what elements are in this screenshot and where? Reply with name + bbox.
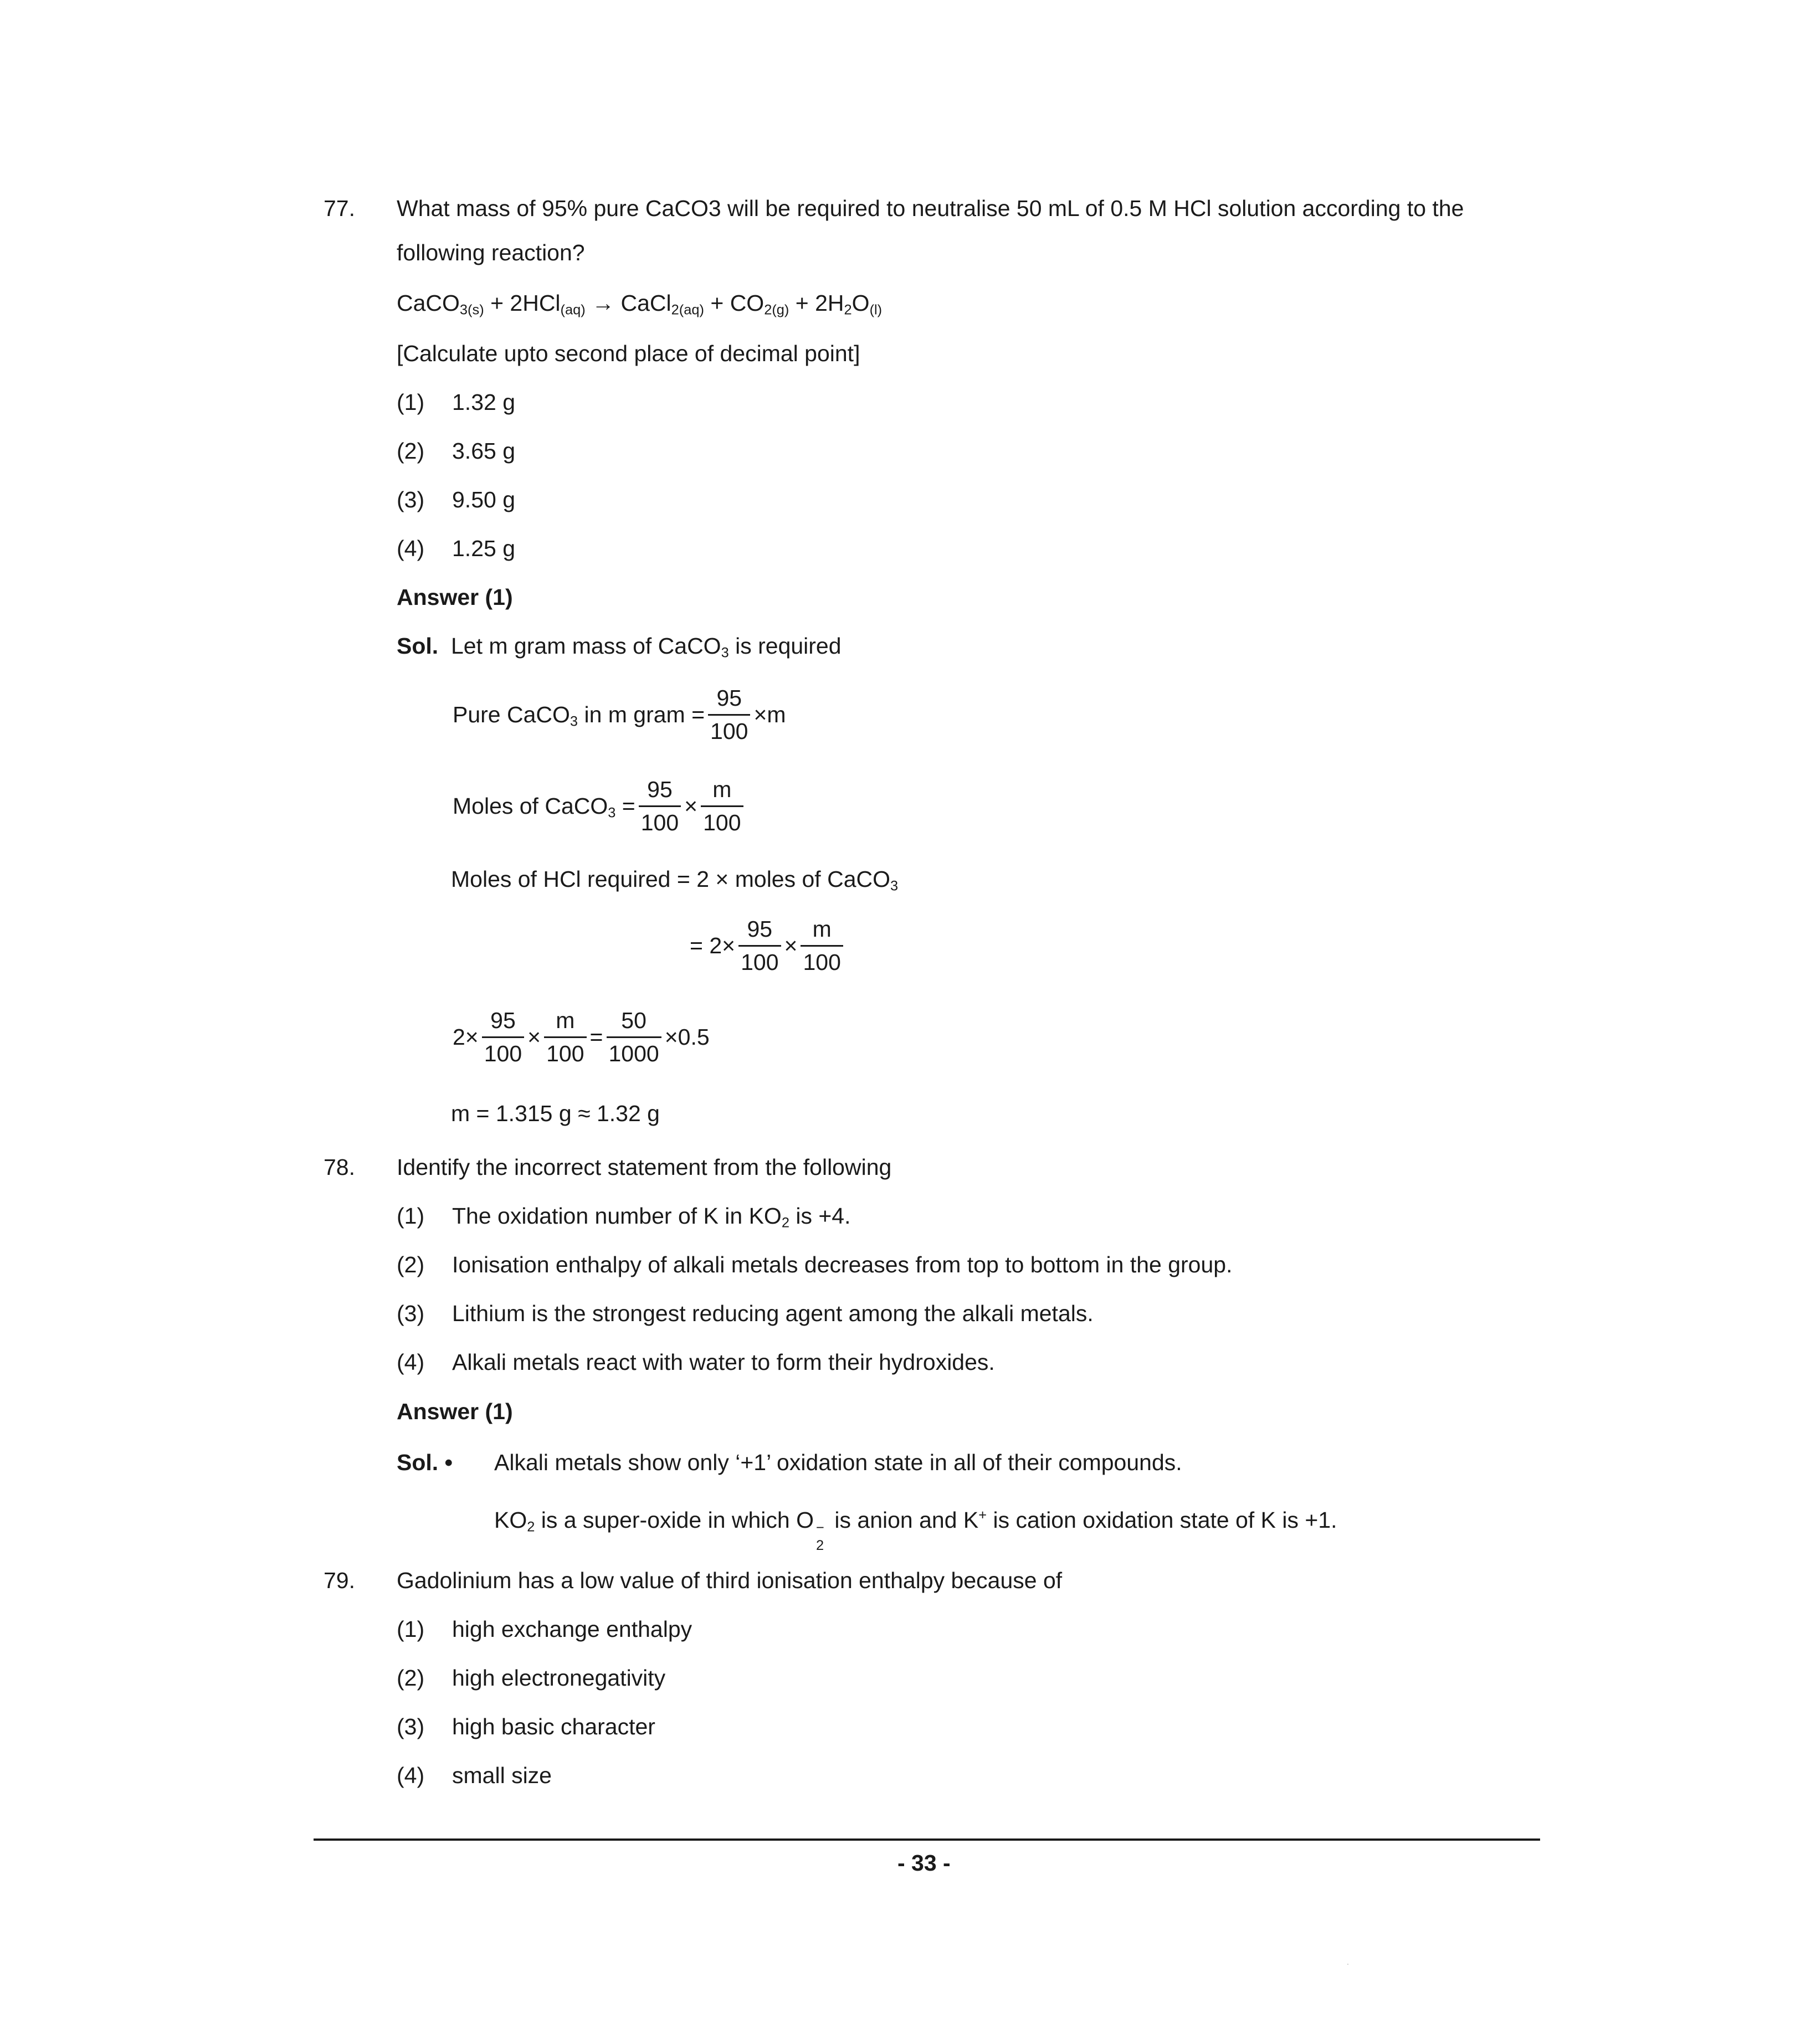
q77-option-4-label: (4) [397,536,425,561]
q77-moles-label: Moles of CaCO$_3$ = [453,793,635,821]
q78-option-4-text: Alkali metals react with water to form their hydroxides. [452,1349,995,1375]
q77-option-1-text: 1.32 g [452,389,515,415]
q77-reaction-equation: CaCO$_{3(s)}$ + 2HCl$_{(aq)}$ → CaCl$_{2(aq)}$ + $CO_{2(g)} + 2H_2O_{(l)}$ [397,290,883,318]
q79-option-2-label: (2) [397,1665,425,1691]
fraction: $\frac{95}{100}$ [708,687,750,743]
q79-option-4-text: small size [452,1763,552,1788]
q78-question: Identify the incorrect statement from the following [397,1154,892,1180]
q78-option-3-label: (3) [397,1301,425,1326]
q77-option-4-text: 1.25 g [452,536,515,561]
q77-pure-equation: Pure CaCO$_3$ in m gram = $\frac{95}{100}$ ×m [453,685,786,744]
q79-number: 79. [324,1568,355,1593]
q77-hcl-line: Moles of HCl required = 2 × moles of CaCO$_3$ [451,866,899,894]
q77-answer: Answer (1) [397,584,513,610]
q77-question-line2: following reaction? [397,240,585,265]
q78-sol-line2: $KO_2$ is a super-oxide in which O − 2 is anion and K+ is cation oxidation state of K is +1. [494,1507,1337,1553]
q77-hcl-equation: = 2× $\frac{95}{100}$ × $\frac{m}{100}$ [688,918,845,974]
q78-option-4-label: (4) [397,1349,425,1375]
footer-divider [314,1838,1540,1841]
fraction: $\frac{95}{100}$ [738,918,781,974]
q77-pure-label: Pure CaCO$_3$ in m gram = [453,702,705,730]
q77-option-3-label: (3) [397,487,425,512]
q79-option-1-label: (1) [397,1616,425,1642]
q77-moles-equation: Moles of CaCO$_3$ = $\frac{95}{100}$ × $\frac{m}{100}$ [451,778,745,834]
q77-final-equation: 2× $\frac{95}{100}$ × $\frac{m}{100}$ = $\frac{50}{1000}$ ×0.5 [453,1008,710,1066]
q78-number: 78. [324,1154,355,1180]
q78-sol-label: Sol. • [397,1450,453,1475]
q78-option-2-label: (2) [397,1252,425,1277]
fraction: $\frac{m}{100}$ [701,778,743,834]
q79-option-3-label: (3) [397,1714,425,1739]
fraction: $\frac{95}{100}$ [482,1009,524,1065]
q78-option-3-text: Lithium is the strongest reducing agent among the alkali metals. [452,1301,1094,1326]
fraction: $\frac{m}{100}$ [801,918,843,974]
q78-option-2-text: Ionisation enthalpy of alkali metals decreases from top to bottom in the group. [452,1252,1233,1277]
q77-sol-intro: Let m gram mass of CaCO$_3$ is required [451,633,842,661]
q77-option-2-label: (2) [397,438,425,464]
q79-option-3-text: high basic character [452,1714,655,1739]
q78-sol-line1: Alkali metals show only ‘+1’ oxidation state in all of their compounds. [494,1450,1182,1475]
q79-option-1-text: high exchange enthalpy [452,1616,692,1642]
q79-question: Gadolinium has a low value of third ionisation enthalpy because of [397,1568,1063,1593]
q77-option-3-text: 9.50 g [452,487,515,512]
fraction: $\frac{m}{100}$ [544,1009,586,1065]
q78-answer: Answer (1) [397,1399,513,1424]
q77-result: m = 1.315 g ≈ 1.32 g [451,1101,660,1126]
q78-option-1-text: The oxidation number of K in $KO_2$ is +4. [452,1203,851,1231]
q79-option-4-label: (4) [397,1763,425,1788]
q78-option-1-label: (1) [397,1203,425,1229]
q77-question-line1: What mass of 95% pure CaCO3 will be required to neutralise 50 mL of 0.5 M HCl solution according to the [397,196,1464,221]
page-number: - 33 - [897,1850,951,1876]
fraction: $\frac{95}{100}$ [639,778,681,834]
q77-note: [Calculate upto second place of decimal point] [397,341,860,366]
q77-option-2-text: 3.65 g [452,438,515,464]
scan-speck [1347,1964,1348,1965]
q77-number: 77. [324,196,355,221]
q77-option-1-label: (1) [397,389,425,415]
q79-option-2-text: high electronegativity [452,1665,666,1691]
fraction: $\frac{50}{1000}$ [607,1009,661,1065]
q77-sol-label: Sol. [397,633,439,659]
